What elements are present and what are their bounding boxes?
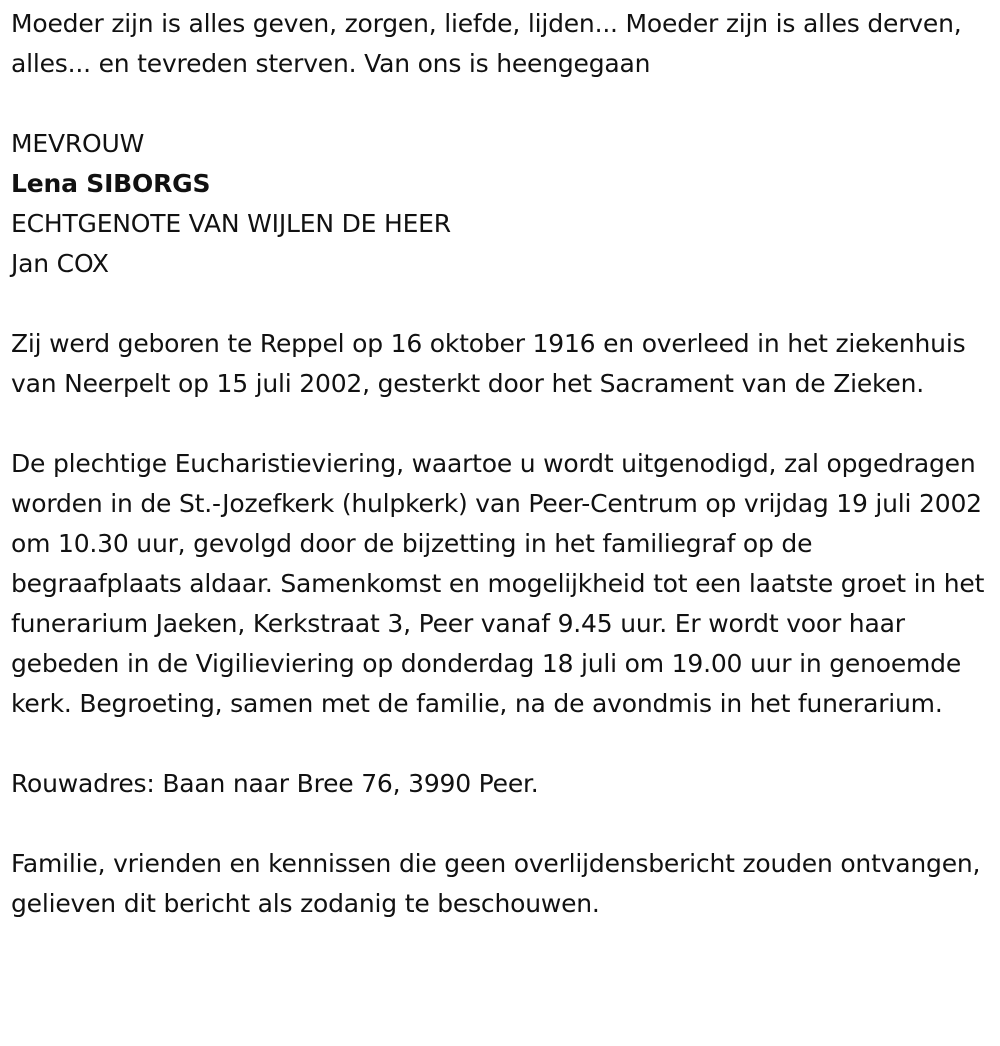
ceremony-paragraph: De plechtige Eucharistieviering, waartoe u wordt uitgenodigd, zal opgedragen worden in de St.-Jozefkerk (hulpkerk) van Peer-Centrum op vrijdag 19 juli 2002 om 10.30 uur, gevolgd door de bijzetting in het familiegraf op de begraafplaats aldaar. Samenkomst en mogelijkheid tot een laatste groet in het funerarium Jaeken, Kerkstraat 3, Peer vanaf 9.45 uur. Er wordt voor haar gebeden in de Vigilieviering op donderdag 18 juli om 19.00 uur in genoemde kerk. Begroeting, samen met de familie, na de avondmis in het funerarium.	[11, 449, 985, 718]
honorific-title: MEVROUW	[11, 129, 145, 158]
mourning-address: Rouwadres: Baan naar Bree 76, 3990 Peer.	[11, 769, 539, 798]
spacer	[11, 724, 990, 764]
spacer	[11, 284, 990, 324]
intro-verse: Moeder zijn is alles geven, zorgen, liefde, lijden... Moeder zijn is alles derven, alles... en tevreden sterven. Van ons is heengegaan	[11, 9, 962, 78]
closing-paragraph: Familie, vrienden en kennissen die geen overlijdensbericht zouden ontvangen, gelieven dit bericht als zodanig te beschouwen.	[11, 849, 981, 918]
birth-death-paragraph: Zij werd geboren te Reppel op 16 oktober 1916 en overleed in het ziekenhuis van Neerpelt op 15 juli 2002, gesterkt door het Sacrament van de Zieken.	[11, 329, 966, 398]
spacer	[11, 84, 990, 124]
spacer	[11, 404, 990, 444]
spacer	[11, 804, 990, 844]
spouse-name: Jan COX	[11, 249, 109, 278]
relation-line: ECHTGENOTE VAN WIJLEN DE HEER	[11, 209, 451, 238]
deceased-name: Lena SIBORGS	[11, 169, 211, 198]
